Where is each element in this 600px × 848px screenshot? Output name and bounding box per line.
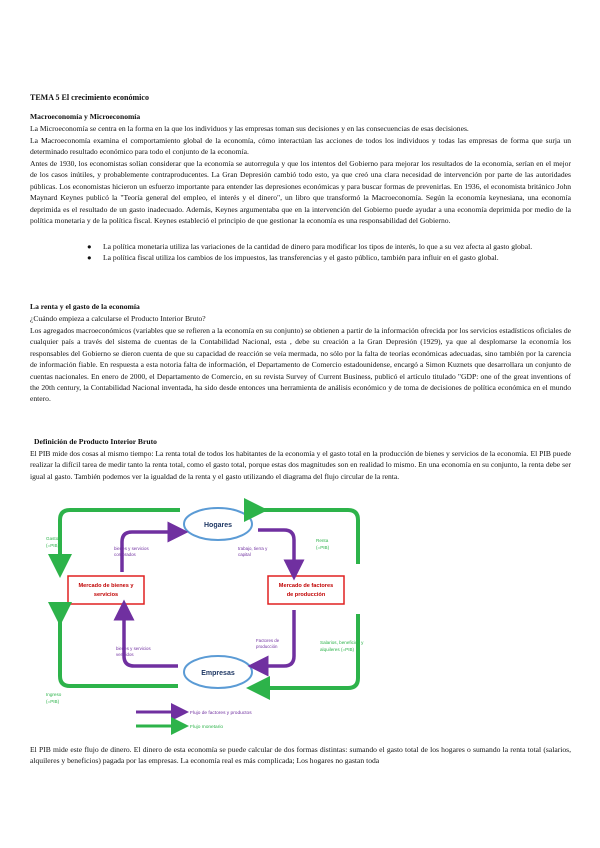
legend-money-label: Flujo monetario (190, 725, 224, 730)
ingreso-label-2: (=PIB) (46, 699, 60, 704)
paragraph-keynes: Antes de 1930, los economistas solían considerar que la economía se autorregula y que los intentos del Gobierno para mejorar los resultados de la economía, serían en el mejor de los casos inútiles, y probablemente contraproducentes. La Gran Depresión cambió todo esto, ya que creó una clara necesidad de intervención por parte de las autoridades públicas. Los economistas hicieron un esfuerzo importante para entender las depresiones económicas y para buscar formas de prevenirlas. En 1936, el economista británico John Maynard Keynes publicó la "Teoría general del empleo, el interés y el dinero", un libro que transformó la Macroeconomía. Según la economía keynesiana, una economía deprimida es el resultado de un gasto inadecuado. Además, Keynes argumentaba que en la intervención del Gobierno puede ayudar a una economía deprimida por medio de la política monetaria y de la política fiscal. Keynes estableció el principio de que gestionar la economía es una responsabilidad del Gobierno. (30, 159, 571, 226)
section-heading-macro: Macroeconomía y Microeconomía (30, 112, 141, 121)
bullet-icon: ● (87, 253, 92, 263)
empresas-label: Empresas (201, 670, 235, 677)
bys-vendidos-label-2: vendidos (116, 652, 134, 657)
mercado-bienes-label-1: Mercado de bienes y (78, 583, 134, 589)
paragraph-contabilidad-nacional: Los agregados macroeconómicos (variables que se refieren a la economía en su conjunto) se obtienen a partir de la información ofrecida por los servicios estadísticos oficiales de cualquier país a través del sistema de cuentas de la Contabilidad Nacional, esta , debe su creación a la Gran Depresión (1929), ya que al desplomarse la economía los responsables del Gobierno se dieron cuenta de que su capacidad de reacción se veía mermada, no sólo por la falta de teorías económicas adecuadas, sino también por la carencia de información fiable. En respuesta a esta notoria falta de información, el Departamento de Comercio estadounidense, encargó a Simon Kuznets que desarrollara un conjunto de cuentas nacionales. En enero de 2000, el Departamento de Comercio, en su revista Survey of Current Business, publicó el artículo titulado "GDP: one of the great inventions of the 20th century, la Contabilidad Nacional inventada, ha sido desde entonces una herramienta de análisis económico y de toma de decisiones de política económica en el mundo entero. (30, 326, 571, 404)
bullet-text: La política monetaria utiliza las variaciones de la cantidad de dinero para modificar los tipos de interés, lo que a su vez afecta al gasto global. (103, 242, 533, 251)
bys-comprados-label-1: bienes y servicios (114, 546, 149, 551)
bys-vendidos-label-1: bienes y servicios (116, 646, 151, 651)
bullet-icon: ● (87, 242, 92, 251)
empresas-node (184, 656, 252, 688)
goods-flow-arrow-vendidos (124, 610, 178, 666)
circular-flow-diagram (40, 498, 390, 738)
bullet-text: La política fiscal utiliza los cambios de los impuestos, las transferencias y el gasto público, también para influir en el gasto global. (103, 253, 499, 263)
hogares-node (184, 508, 252, 540)
section-question: ¿Cuándo empieza a calcularse el Producto Interior Bruto? (30, 314, 206, 323)
mercado-factores-box (268, 576, 344, 604)
factores-label-1: Factores de (256, 638, 280, 643)
bullet-item (87, 241, 571, 252)
bullet-item (87, 252, 571, 263)
section-heading-renta: La renta y el gasto de la economía (30, 302, 140, 311)
renta-label-1: Renta (316, 538, 329, 543)
mercado-factores-label-1: Mercado de factores (278, 583, 334, 589)
trabajo-label-1: trabajo, tierra y (238, 546, 268, 551)
page-title: TEMA 5 El crecimiento económico (30, 93, 149, 102)
money-flow-arrow-gasto (60, 510, 180, 566)
salarios-label-2: alquileres (=PIB) (320, 647, 355, 652)
gasto-label-1: Gasto (46, 536, 59, 541)
bys-comprados-label-2: comprados (114, 552, 136, 557)
section-heading-pib: Definición de Producto Interior Bruto (34, 437, 157, 446)
paragraph-pib-definicion: El PIB mide dos cosas al mismo tiempo: La renta total de todos los habitantes de la economía y el gasto total en la producción de bienes y servicios de la economía. El PIB puede realizar la difícil tarea de medir tanto la renta total, como el gasto total, porque estas dos magnitudes son en realidad lo mismo. En una economía en su conjunto, la renta debe ser igual al gasto. También podemos ver la igualdad de la renta y el gasto utilizando el diagrama del flujo circular de la renta. (30, 449, 571, 481)
policy-bullet-list (87, 241, 571, 264)
diagram-legend (136, 710, 252, 730)
mercado-bienes-label-2: servicios (93, 592, 119, 598)
trabajo-label-2: capital (238, 552, 251, 557)
paragraph-macroeconomia: La Macroeconomía examina el comportamiento global de la economía, cómo interactúan las acciones de todos los individuos y todas las empresas de forma que surja un determinado resultado económico para todo el conjunto de la economía. (30, 136, 571, 157)
money-flow-arrow-renta (256, 510, 358, 564)
gasto-label-2: (=PIB) (46, 543, 60, 548)
hogares-label: Hogares (203, 522, 233, 529)
mercado-factores-label-2: de producción (286, 592, 326, 598)
salarios-label-1: Salarios, beneficios y (320, 640, 364, 645)
paragraph-flujo-dinero: El PIB mide este flujo de dinero. El dinero de esta economía se puede calcular de dos formas distintas: sumando el gasto total de los hogares o sumando la renta total (salarios, alquileres y beneficios) pagada por las empresas. La economía real es más complicada; Los hogares no gastan toda (30, 745, 571, 766)
mercado-bienes-box (68, 576, 144, 604)
factores-label-2: producción (256, 644, 278, 649)
renta-label-2: (=PIB) (316, 545, 330, 550)
ingreso-label-1: Ingreso (46, 692, 62, 697)
paragraph-microeconomia: La Microeconomía se centra en la forma en la que los individuos y las empresas toman sus decisiones y en las consecuencias de esas decisiones. (30, 124, 469, 133)
legend-goods-label: Flujo de factores y productos (190, 711, 252, 716)
